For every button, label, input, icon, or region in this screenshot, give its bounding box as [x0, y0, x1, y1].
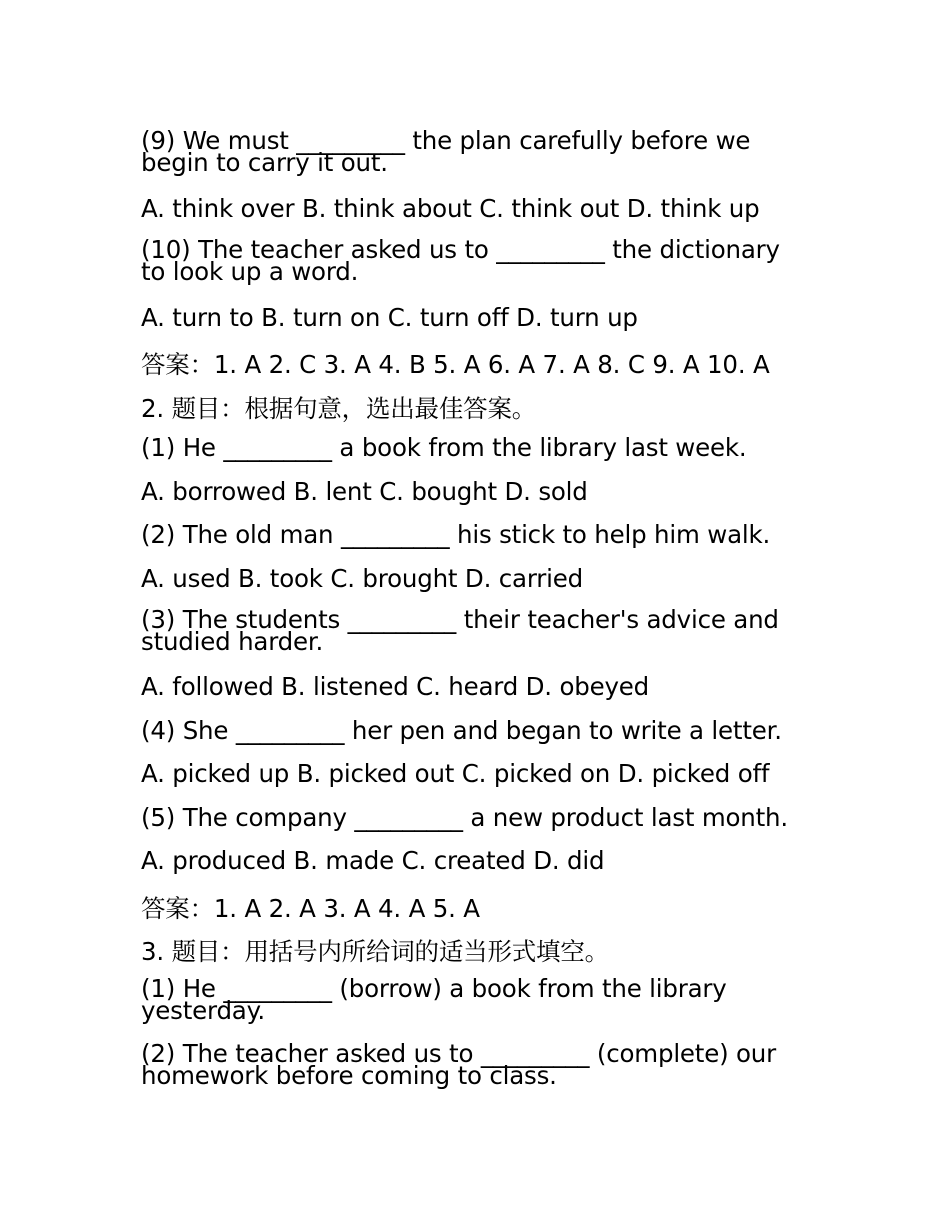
- section-2-question-3: (3) The students _________ their teacher's advice and studied harder.: [141, 605, 779, 656]
- question-10: (10) The teacher asked us to _________ the dictionary to look up a word.: [141, 235, 780, 286]
- section-3-question-1: (1) He _________ (borrow) a book from the library yesterday.: [141, 974, 727, 1025]
- answers-section-1: 答案：1. A 2. C 3. A 4. B 5. A 6. A 7. A 8. C 9. A 10. A: [141, 350, 770, 379]
- options-10: A. turn to B. turn on C. turn off D. turn up: [141, 303, 638, 332]
- section-2-options-5: A. produced B. made C. created D. did: [141, 846, 605, 875]
- section-2-options-3: A. followed B. listened C. heard D. obeyed: [141, 672, 650, 701]
- section-2-question-2: (2) The old man _________ his stick to help him walk.: [141, 520, 771, 549]
- section-2-question-5: (5) The company _________ a new product last month.: [141, 803, 788, 832]
- section-3-question-2: (2) The teacher asked us to _________ (complete) our homework before coming to class.: [141, 1039, 777, 1090]
- section-2-options-4: A. picked up B. picked out C. picked on D. picked off: [141, 759, 770, 788]
- section-3-heading: 3. 题目：用括号内所给词的适当形式填空。: [141, 937, 609, 966]
- section-2-question-4: (4) She _________ her pen and began to write a letter.: [141, 716, 782, 745]
- section-2-heading: 2. 题目：根据句意，选出最佳答案。: [141, 394, 537, 423]
- section-2-question-1: (1) He _________ a book from the library last week.: [141, 433, 747, 462]
- answers-section-2: 答案：1. A 2. A 3. A 4. A 5. A: [141, 894, 480, 923]
- section-2-options-1: A. borrowed B. lent C. bought D. sold: [141, 477, 588, 506]
- section-2-options-2: A. used B. took C. brought D. carried: [141, 564, 583, 593]
- question-9: (9) We must _________ the plan carefully before we begin to carry it out.: [141, 126, 751, 177]
- options-9: A. think over B. think about C. think out D. think up: [141, 194, 760, 223]
